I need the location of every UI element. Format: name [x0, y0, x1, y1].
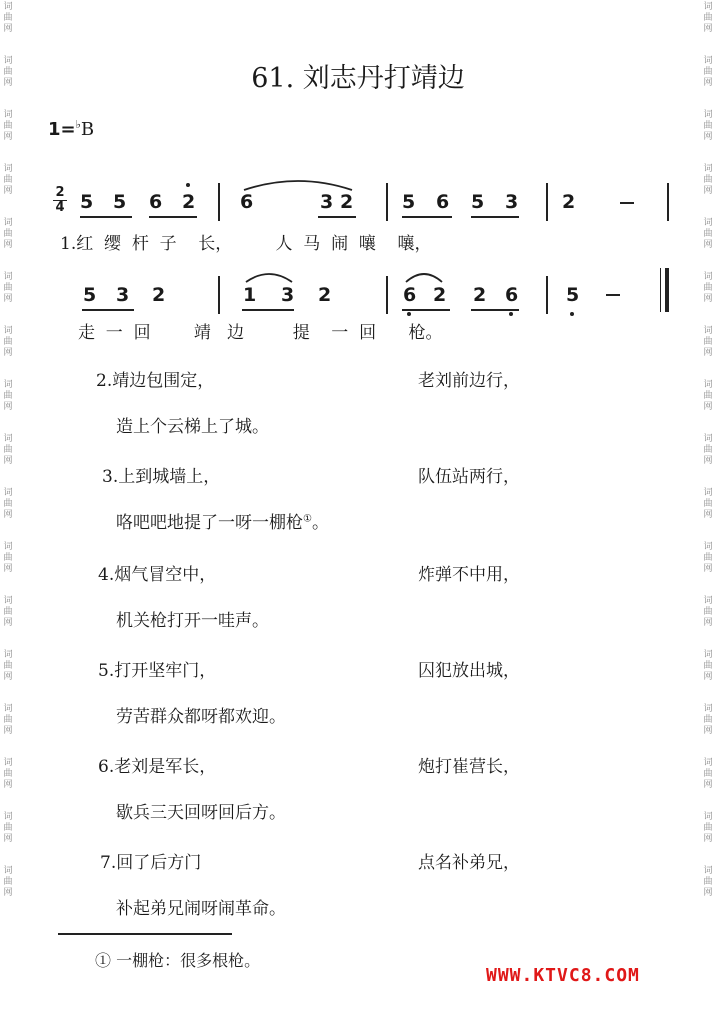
watermark-strip-char: 词 — [703, 2, 713, 12]
note: 2 — [152, 284, 166, 306]
note: 5 — [83, 284, 97, 306]
watermark-strip-block — [700, 648, 716, 683]
watermark-strip-char: 曲 — [703, 823, 713, 833]
watermark-strip-block — [0, 540, 16, 575]
watermark-strip-char: 曲 — [3, 337, 13, 347]
watermark-strip-char: 曲 — [3, 715, 13, 725]
watermark-strip-char: 词 — [703, 110, 713, 120]
footnote: ① 一棚枪：很多根枪。 — [95, 951, 261, 970]
watermark-strip-char: 曲 — [703, 229, 713, 239]
watermark-strip-block — [0, 648, 16, 683]
watermark-strip-char: 词 — [703, 812, 713, 822]
verse-2-line-b: 老刘前边行， — [418, 371, 520, 391]
watermark-strip-char: 曲 — [703, 661, 713, 671]
watermark-strip-char: 词 — [703, 218, 713, 228]
watermark-strip-char: 网 — [3, 726, 13, 736]
verse-7-line-b: 点名补弟兄， — [418, 853, 520, 873]
note: 3 — [505, 191, 519, 213]
tie-slur — [404, 270, 444, 284]
watermark-strip-char: 网 — [703, 456, 713, 466]
watermark-strip-char: 词 — [703, 56, 713, 66]
watermark-strip-char: 网 — [3, 888, 13, 898]
watermark-strip-char: 词 — [3, 866, 13, 876]
watermark-strip-char: 曲 — [3, 877, 13, 887]
watermark-strip-block — [700, 540, 716, 575]
barline — [218, 276, 220, 314]
verse-3-end: 。 — [311, 513, 329, 533]
watermark-strip-char: 词 — [3, 110, 13, 120]
watermark-strip-char: 词 — [3, 542, 13, 552]
watermark-strip-char: 网 — [703, 294, 713, 304]
barline — [546, 183, 548, 221]
watermark-strip-block — [0, 432, 16, 467]
watermark-strip-block — [0, 378, 16, 413]
watermark-strip-char: 曲 — [703, 391, 713, 401]
watermark-strip-char: 曲 — [3, 607, 13, 617]
time-top: 2 — [55, 185, 65, 200]
watermark-strip-char: 曲 — [703, 877, 713, 887]
watermark-strip-block — [0, 486, 16, 521]
watermark-strip-char: 曲 — [703, 499, 713, 509]
watermark-strip-char: 曲 — [703, 607, 713, 617]
beam — [82, 309, 134, 311]
watermark-strip-char: 曲 — [703, 67, 713, 77]
watermark-strip-char: 曲 — [703, 769, 713, 779]
watermark-strip-block — [0, 702, 16, 737]
verse-5-line-a: 5.打开坚牢门， — [98, 661, 217, 681]
watermark-strip-char: 网 — [703, 672, 713, 682]
note: 2 — [473, 284, 487, 306]
watermark-strip-block — [700, 486, 716, 521]
watermark-strip-char: 网 — [3, 510, 13, 520]
watermark-strip-char: 网 — [703, 78, 713, 88]
watermark-strip-char: 网 — [3, 78, 13, 88]
note: 3 — [320, 191, 334, 213]
barline — [546, 276, 548, 314]
watermark-strip-char: 词 — [703, 272, 713, 282]
verse-7-line-a: 7.回了后方门 — [100, 853, 202, 873]
tie-slur — [244, 270, 294, 284]
final-barline-thick — [665, 268, 669, 312]
note: 5 — [471, 191, 485, 213]
watermark-strip-block — [700, 810, 716, 845]
watermark-strip-char: 词 — [703, 866, 713, 876]
watermark-strip-char: 词 — [3, 272, 13, 282]
barline — [667, 183, 669, 221]
watermark-strip-char: 网 — [703, 726, 713, 736]
verse-4-line-b: 炸弹不中用， — [418, 565, 520, 585]
note: 6 — [505, 284, 519, 306]
high-octave-dot — [186, 183, 190, 187]
beam — [242, 309, 294, 311]
verse-2-line-a: 2.靖边包围定， — [96, 371, 215, 391]
note: 5 — [80, 191, 94, 213]
watermark-strip-char: 词 — [3, 812, 13, 822]
watermark-strip-block — [0, 864, 16, 899]
watermark-strip-char: 曲 — [703, 283, 713, 293]
watermark-strip-char: 曲 — [3, 121, 13, 131]
time-bottom: 4 — [55, 200, 65, 215]
note: 6 — [403, 284, 417, 306]
watermark-strip-char: 曲 — [703, 445, 713, 455]
watermark-strip-block — [700, 378, 716, 413]
watermark-strip-char: 网 — [3, 24, 13, 34]
watermark-strip-char: 网 — [703, 618, 713, 628]
low-octave-dot — [407, 312, 411, 316]
watermark-strip-block — [0, 756, 16, 791]
verse-4-line-a: 4.烟气冒空中， — [98, 565, 217, 585]
watermark-strip-char: 网 — [703, 834, 713, 844]
watermark-strip-char: 网 — [703, 186, 713, 196]
watermark-strip-char: 曲 — [3, 445, 13, 455]
watermark-strip-char: 词 — [3, 488, 13, 498]
watermark-strip-char: 网 — [3, 240, 13, 250]
watermark-strip-block — [700, 756, 716, 791]
beam — [149, 216, 197, 218]
watermark-strip-char: 网 — [703, 564, 713, 574]
beam — [402, 309, 450, 311]
final-barline-thin — [660, 268, 661, 312]
watermark-strip-char: 曲 — [3, 175, 13, 185]
watermark-strip-char: 网 — [3, 186, 13, 196]
watermark-strip-char: 曲 — [3, 661, 13, 671]
watermark-strip-char: 词 — [703, 542, 713, 552]
note: 3 — [281, 284, 295, 306]
watermark-strip-char: 词 — [3, 650, 13, 660]
watermark-strip-char: 网 — [703, 888, 713, 898]
watermark-strip-char: 网 — [703, 132, 713, 142]
watermark-strip-char: 网 — [703, 402, 713, 412]
watermark-strip-char: 词 — [703, 650, 713, 660]
watermark-strip-block — [700, 864, 716, 899]
watermark-strip-char: 曲 — [3, 769, 13, 779]
watermark-strip-char: 网 — [3, 780, 13, 790]
watermark-strip-char: 词 — [703, 164, 713, 174]
watermark-strip-char: 曲 — [3, 499, 13, 509]
watermark-strip-char: 网 — [3, 672, 13, 682]
verse-6-line-c: 歇兵三天回呀回后方。 — [116, 803, 286, 823]
verse-3-line-a: 3.上到城墙上， — [102, 467, 221, 487]
watermark-strip-char: 曲 — [3, 823, 13, 833]
watermark-strip-char: 网 — [3, 564, 13, 574]
watermark-strip-block — [700, 432, 716, 467]
note: 5 — [113, 191, 127, 213]
note: 2 — [562, 191, 576, 213]
note: 6 — [436, 191, 450, 213]
barline — [386, 276, 388, 314]
watermark-strip-char: 网 — [703, 510, 713, 520]
watermark-strip-char: 词 — [703, 488, 713, 498]
watermark-strip-char: 曲 — [703, 715, 713, 725]
beam — [471, 309, 519, 311]
watermark-strip-char: 词 — [3, 218, 13, 228]
watermark-strip-char: 网 — [3, 834, 13, 844]
watermark-strip-char: 词 — [703, 758, 713, 768]
watermark-strip-char: 网 — [3, 348, 13, 358]
note: 3 — [116, 284, 130, 306]
verse-6-line-b: 炮打崔营长， — [418, 757, 520, 777]
note: 2 — [318, 284, 332, 306]
song-title: 61. 刘志丹打靖边 — [251, 63, 465, 94]
note: 5 — [566, 284, 580, 306]
watermark-strip-char: 词 — [703, 380, 713, 390]
watermark-strip-char: 网 — [703, 24, 713, 34]
watermark-strip-char: 网 — [3, 132, 13, 142]
dash-extension — [620, 202, 634, 204]
verse-4-line-c: 机关枪打开一哇声。 — [116, 611, 269, 631]
watermark-strip-char: 词 — [703, 704, 713, 714]
watermark-strip-char: 词 — [3, 2, 13, 12]
watermark-strip-char: 网 — [3, 456, 13, 466]
watermark-strip-char: 曲 — [3, 553, 13, 563]
footnote-marker: ① — [303, 513, 312, 525]
note: 1 — [243, 284, 257, 306]
watermark-strip-char: 词 — [3, 164, 13, 174]
watermark-strip-char: 词 — [3, 380, 13, 390]
site-watermark: WWW.KTVC8.COM — [486, 965, 640, 986]
watermark-strip-char: 词 — [3, 434, 13, 444]
lyrics-row-2: 走 一 回 靖 边 提 一 回 枪。 — [78, 323, 443, 343]
watermark-strip-char: 词 — [3, 326, 13, 336]
note: 6 — [149, 191, 163, 213]
score — [0, 0, 716, 360]
key-note: B — [80, 119, 95, 140]
dash-extension — [606, 294, 620, 296]
watermark-strip-char: 网 — [3, 294, 13, 304]
note: 2 — [340, 191, 354, 213]
watermark-strip-char: 曲 — [703, 175, 713, 185]
watermark-strip-char: 词 — [3, 758, 13, 768]
watermark-strip-char: 曲 — [3, 283, 13, 293]
footnote-divider — [58, 933, 232, 935]
watermark-strip-char: 网 — [703, 780, 713, 790]
watermark-strip-char: 网 — [703, 348, 713, 358]
watermark-strip-block — [700, 702, 716, 737]
verse-5-line-c: 劳苦群众都呀都欢迎。 — [116, 707, 286, 727]
watermark-strip-char: 曲 — [3, 391, 13, 401]
low-octave-dot — [509, 312, 513, 316]
verse-2-line-c: 造上个云梯上了城。 — [116, 417, 269, 437]
verse-5-line-b: 囚犯放出城， — [418, 661, 520, 681]
verse-3-line-b: 队伍站两行， — [418, 467, 520, 487]
note: 6 — [240, 191, 254, 213]
watermark-strip-char: 曲 — [3, 229, 13, 239]
verse-3-line-c — [116, 508, 329, 533]
watermark-strip-char: 曲 — [703, 553, 713, 563]
key-prefix: 1= — [48, 119, 76, 140]
verse-7-line-c: 补起弟兄闹呀闹革命。 — [116, 899, 286, 919]
note: 2 — [182, 191, 196, 213]
watermark-strip-char: 词 — [3, 56, 13, 66]
watermark-strip-char: 曲 — [3, 13, 13, 23]
watermark-strip-char: 曲 — [703, 13, 713, 23]
barline — [218, 183, 220, 221]
watermark-strip-char: 词 — [703, 326, 713, 336]
key-flat: ♭ — [75, 118, 81, 131]
barline — [386, 183, 388, 221]
watermark-strip-char: 曲 — [703, 121, 713, 131]
watermark-strip-block — [0, 810, 16, 845]
watermark-strip-char: 词 — [3, 596, 13, 606]
watermark-strip-char: 曲 — [703, 337, 713, 347]
beam — [80, 216, 132, 218]
beam — [318, 216, 356, 218]
beam — [402, 216, 452, 218]
watermark-strip-block — [700, 594, 716, 629]
tie-slur — [242, 178, 354, 192]
note: 5 — [402, 191, 416, 213]
watermark-strip-char: 曲 — [3, 67, 13, 77]
watermark-strip-char: 网 — [703, 240, 713, 250]
watermark-strip-char: 词 — [703, 596, 713, 606]
low-octave-dot — [570, 312, 574, 316]
watermark-strip-block — [0, 594, 16, 629]
beam — [471, 216, 519, 218]
watermark-strip-char: 词 — [3, 704, 13, 714]
watermark-strip-char: 词 — [703, 434, 713, 444]
verse-6-line-a: 6.老刘是军长， — [98, 757, 217, 777]
verse-3-text: 咯吧吧地提了一呀一棚枪 — [116, 513, 303, 533]
lyrics-row-1: 1.红 缨 杆 子 长， 人 马 闹 嚷 嚷， — [60, 234, 432, 254]
note: 2 — [433, 284, 447, 306]
watermark-strip-char: 网 — [3, 402, 13, 412]
watermark-strip-char: 网 — [3, 618, 13, 628]
